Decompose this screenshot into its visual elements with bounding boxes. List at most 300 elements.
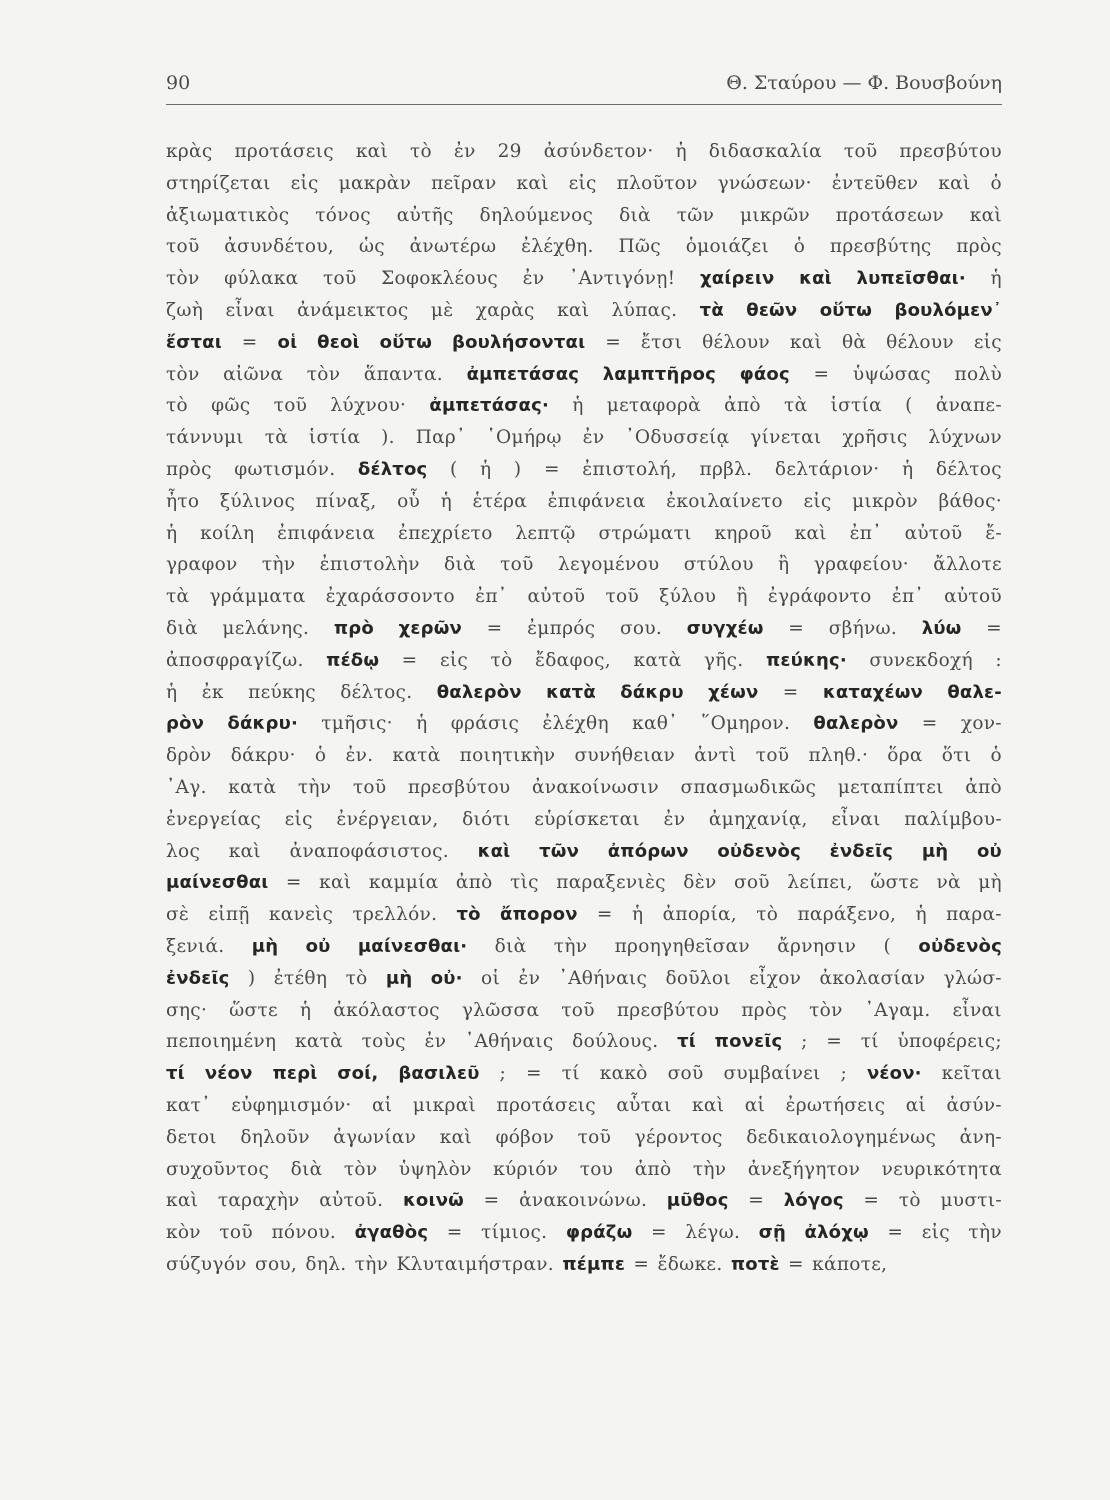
- word: ;: [801, 1031, 808, 1053]
- word: ἀνακοίνωσιν: [531, 776, 659, 798]
- word: καὶ: [439, 1126, 472, 1148]
- word: ἐπ᾿: [475, 586, 508, 608]
- word: =: [887, 1222, 904, 1244]
- lemma-term: νέον·: [866, 1063, 922, 1085]
- word: τοῦ: [219, 1222, 253, 1244]
- word: διδασκαλία: [708, 141, 822, 162]
- word: κὸν: [166, 1222, 201, 1244]
- text-line: [166, 327, 1002, 359]
- word: (: [449, 458, 458, 480]
- word: ἐπεχρίετο: [397, 522, 493, 544]
- word: προτάσεων: [835, 204, 944, 226]
- text-line: [166, 613, 1002, 645]
- word: =: [921, 713, 938, 735]
- lemma-term: χερῶν: [398, 617, 462, 639]
- lemma-term: οὐ: [976, 840, 1002, 862]
- lemma-term: κατὰ: [546, 681, 596, 703]
- lemma-term: καὶ: [477, 840, 511, 862]
- word: ἀντὶ: [694, 745, 737, 767]
- word: τῶν: [676, 204, 715, 226]
- word: τὸ: [490, 649, 513, 671]
- word: ὁμοιάζει: [685, 236, 769, 258]
- lemma-term: φράζω: [565, 1222, 633, 1244]
- word: εἰπῇ: [208, 904, 250, 926]
- word: δοῦλοι: [665, 967, 731, 989]
- lemma-term: οὕτω: [379, 331, 433, 353]
- word: τοῦ: [166, 236, 200, 258]
- word: του: [579, 1158, 614, 1180]
- lemma-term: οὐ: [305, 935, 331, 957]
- word: =: [651, 1222, 667, 1244]
- text-line: [166, 931, 1002, 963]
- word: δετοι: [166, 1126, 217, 1148]
- word: ): [513, 458, 522, 480]
- word: διὰ: [444, 554, 476, 576]
- lemma-term: θεῶν: [746, 299, 798, 321]
- word: =: [486, 617, 503, 639]
- word: σβήνω.: [828, 617, 898, 639]
- page-header: [166, 72, 1002, 104]
- word: ἡ: [440, 490, 452, 512]
- lemma-term: μὴ: [921, 840, 949, 862]
- word: εἰς: [290, 172, 319, 194]
- lemma-term: πεύκης·: [765, 649, 847, 671]
- word: κατὰ: [228, 776, 277, 798]
- word: τοῦ: [561, 999, 595, 1021]
- word: σοῦ: [667, 1063, 704, 1085]
- word: ὥστε: [870, 872, 920, 894]
- word: καὶ: [969, 204, 1002, 226]
- word: μεταπίπτει: [837, 776, 944, 798]
- lemma-term: θαλε-: [947, 681, 1002, 703]
- word: κηροῦ: [714, 522, 772, 544]
- word: πίναξ,: [315, 490, 377, 512]
- lemma-term: τί: [166, 1063, 185, 1085]
- word: τὴν: [692, 1158, 727, 1180]
- word: δέλτος: [935, 458, 1002, 480]
- word: σου,: [255, 1253, 298, 1275]
- word: τρελλόν.: [352, 904, 438, 926]
- word: εἰς: [921, 1222, 950, 1244]
- word: ἀπορία,: [662, 904, 737, 926]
- lemma-term: θαλερὸν: [813, 713, 899, 735]
- word: δηλ.: [305, 1253, 347, 1275]
- word: τὸ: [345, 967, 368, 989]
- text-line: [166, 231, 1002, 263]
- word: =: [826, 1031, 843, 1053]
- word: ἀνακοινώνω.: [519, 1190, 648, 1212]
- word: εἶχον: [749, 967, 802, 989]
- word: ἀνάμεικτος: [297, 299, 409, 321]
- word: ὅρα: [887, 745, 923, 767]
- word: πεύκης: [248, 681, 316, 703]
- word: λεγομένου: [557, 554, 660, 576]
- word: ἀναπε-: [935, 395, 1002, 417]
- text-line: [166, 390, 1002, 422]
- word: εἰς: [439, 649, 469, 671]
- word: ᾿Αγ.: [166, 776, 207, 798]
- word: ἐλέχθη.: [521, 236, 594, 258]
- word: βάθος·: [938, 490, 1002, 512]
- word: εἶναι: [831, 808, 881, 830]
- word: ὑψώσας: [852, 363, 931, 385]
- word: ἐκοιλαίνετο: [666, 490, 783, 512]
- word: ἀπὸ: [455, 872, 493, 894]
- lemma-term: σῇ: [758, 1222, 786, 1244]
- word: =: [241, 331, 258, 353]
- word: διὰ: [166, 617, 198, 639]
- text-line: [166, 200, 1002, 232]
- lemma-term: ἀπόρων: [607, 840, 689, 862]
- running-head: Θ. Σταύρου — Φ. Βουσβούνη: [726, 72, 1002, 94]
- word: τμῆσις·: [321, 713, 393, 735]
- word: =: [525, 1063, 542, 1085]
- text-line: [166, 740, 1002, 772]
- text-line: [166, 1185, 1002, 1217]
- word: καὶ: [319, 872, 352, 894]
- word: ἀκόλαστος: [333, 999, 440, 1021]
- word: ;: [840, 1063, 848, 1085]
- word: ἅπαντα.: [363, 363, 443, 385]
- word: γλώσ-: [943, 967, 1002, 989]
- word: τὸν: [166, 268, 200, 290]
- word: λείπει,: [787, 872, 853, 894]
- word: καὶ: [557, 299, 590, 321]
- lemma-term: ἄπορον: [500, 904, 578, 926]
- word: ὑποφέρεις;: [897, 1031, 1002, 1053]
- word: ἔ-: [985, 522, 1002, 544]
- text-line: [166, 1217, 1002, 1249]
- word: παράξενο,: [797, 904, 897, 926]
- word: =: [748, 1190, 765, 1212]
- word: μυστι-: [940, 1190, 1002, 1212]
- word: ἡ: [166, 681, 178, 703]
- word: μὲ: [430, 299, 454, 321]
- word: πρεσβύτης: [829, 236, 932, 258]
- word: ἡ: [479, 458, 492, 480]
- word: μεταφορὰ: [606, 395, 701, 417]
- word: γραφείου·: [813, 554, 909, 576]
- word: πόνου.: [271, 1222, 337, 1244]
- word: =: [788, 1253, 804, 1275]
- word: ἀσυνδέτου,: [224, 236, 335, 258]
- lemma-term: ἀλόχῳ: [804, 1222, 869, 1244]
- lemma-term: μῦθος: [666, 1190, 729, 1212]
- lemma-term: δέλτος: [357, 458, 428, 480]
- word: ἐπιφάνεια: [277, 522, 376, 544]
- word: ἐπ᾿: [891, 586, 924, 608]
- word: τὴν: [261, 554, 296, 576]
- word: σοῦ: [733, 872, 770, 894]
- word: ἐν.: [345, 745, 374, 767]
- word: τὸ: [166, 395, 188, 417]
- word: οὗ: [397, 490, 421, 512]
- word: ἐντεῦθεν: [831, 172, 919, 194]
- lemma-term: λόγος: [783, 1190, 844, 1212]
- lemma-term: θαλερὸν: [436, 681, 522, 703]
- text-line: [166, 995, 1002, 1027]
- lemma-term: νέον: [204, 1063, 253, 1085]
- word: ξύλινος: [219, 490, 296, 512]
- word: ἀνωτέρω: [409, 236, 497, 258]
- word: τοῦ: [352, 776, 387, 798]
- word: ἐπ᾿: [849, 522, 882, 544]
- word: ἱστία: [308, 427, 361, 449]
- word: ἡ: [166, 522, 178, 544]
- word: κύριόν: [493, 1158, 559, 1180]
- lemma-term: βασιλεῦ: [398, 1063, 480, 1085]
- word: ἡ: [901, 458, 914, 480]
- word: προτάσεις: [496, 1094, 596, 1116]
- word: ἐκ: [201, 681, 224, 703]
- word: αὐτοῦ: [944, 586, 1002, 608]
- word: =: [986, 617, 1002, 639]
- word: δηλούμενος: [479, 204, 594, 226]
- word: ὁ: [314, 745, 327, 767]
- word: διὰ: [290, 1158, 323, 1180]
- word: δελτάριον·: [774, 458, 880, 480]
- word: εἰς: [803, 490, 832, 512]
- word: αἱ: [372, 1094, 393, 1116]
- word: =: [782, 681, 799, 703]
- word: λύπας.: [611, 299, 678, 321]
- word: συμβαίνει: [723, 1063, 821, 1085]
- word: τί: [860, 1031, 879, 1053]
- word: εἶναι: [225, 299, 275, 321]
- word: ἐν: [663, 808, 686, 830]
- word: οἱ: [481, 967, 501, 989]
- word: ἡ: [299, 999, 312, 1021]
- word: στηρίζεται: [166, 172, 271, 194]
- word: ἐλέχθη: [542, 713, 609, 735]
- lemma-term: χέων: [708, 681, 759, 703]
- word: θέλουν: [702, 331, 770, 353]
- word: τὸν: [166, 363, 200, 385]
- word: κατὰ: [633, 649, 682, 671]
- word: ἡ: [416, 713, 428, 735]
- word: ἄρνησιν: [777, 935, 857, 957]
- page-number: 90: [166, 72, 191, 94]
- word: καὶ: [938, 172, 971, 194]
- word: διότι: [462, 808, 511, 830]
- word: =: [483, 1190, 500, 1212]
- text-line: [166, 804, 1002, 836]
- word: δρὸν: [166, 745, 212, 767]
- word: ξύλου: [659, 586, 717, 608]
- word: ποιητικὴν: [459, 745, 556, 767]
- word: κοίλη: [200, 522, 255, 544]
- lemma-term: μὴ: [251, 935, 279, 957]
- word: ἐχαράσσοντο: [325, 586, 455, 608]
- word: συχοῦντος: [166, 1158, 270, 1180]
- word: (: [905, 395, 913, 417]
- word: δούλους.: [572, 1031, 659, 1053]
- word: ξενιά.: [166, 935, 225, 957]
- word: ὥστε: [229, 999, 278, 1021]
- word: ἐνεργείας: [166, 808, 262, 830]
- lemma-term: θεοὶ: [317, 331, 360, 353]
- word: ᾿Αντιγόνῃ!: [569, 268, 676, 290]
- word: ἀγωνίαν: [333, 1126, 417, 1148]
- word: καμμία: [368, 872, 439, 894]
- word: =: [813, 363, 830, 385]
- lemma-term: δάκρυ: [620, 681, 684, 703]
- word: σύζυγόν: [166, 1253, 247, 1275]
- word: ἔδαφος,: [534, 649, 611, 671]
- lemma-term: τὰ: [699, 299, 724, 321]
- lemma-term: ποτὲ: [730, 1253, 780, 1275]
- word: ὁ: [990, 745, 1002, 767]
- word: λέγω.: [685, 1222, 741, 1244]
- word: =: [863, 1190, 880, 1212]
- word: ἢ: [736, 586, 748, 608]
- word: τὴν: [354, 1253, 389, 1275]
- lemma-term: ἀγαθὸς: [354, 1222, 429, 1244]
- lemma-term: περὶ: [272, 1063, 318, 1085]
- word: τὴν: [553, 935, 588, 957]
- word: φωτισμόν.: [234, 458, 336, 480]
- word: σου.: [619, 617, 663, 639]
- word: Κλυταιμήστραν.: [396, 1253, 554, 1275]
- word: ἐγράφοντο: [767, 586, 872, 608]
- lemma-term: οὐδενὸς: [717, 840, 801, 862]
- lemma-term: βουλήσονται: [452, 331, 586, 353]
- text-line: [166, 168, 1002, 200]
- word: τὰ: [784, 395, 808, 417]
- word: ).: [381, 427, 395, 449]
- lemma-term: μαίνεσθαι·: [357, 935, 468, 957]
- word: αὐτῆς: [396, 204, 454, 226]
- word: καὶ: [789, 331, 823, 353]
- lemma-term: σοί,: [337, 1063, 379, 1085]
- word: ἡ: [675, 141, 687, 162]
- lemma-term: βουλόμεν᾿: [894, 299, 1002, 321]
- word: διὰ: [619, 204, 651, 226]
- word: εἰς: [284, 808, 313, 830]
- word: ἐπιφάνεια: [547, 490, 646, 512]
- word: τοῦ: [500, 554, 534, 576]
- text-line: [166, 518, 1002, 550]
- word: κανεὶς: [268, 904, 334, 926]
- word: τοὺς: [361, 1031, 406, 1053]
- lemma-term: πρὸ: [333, 617, 374, 639]
- word: αἱ: [905, 1094, 927, 1116]
- word: φράσις: [450, 713, 520, 735]
- lemma-term: φάος: [739, 363, 790, 385]
- text-line: [166, 677, 1002, 709]
- word: μελάνης.: [222, 617, 310, 639]
- word: τὶς: [510, 872, 539, 894]
- word: ἐρωτήσεις: [785, 1094, 886, 1116]
- text-line: [166, 136, 1002, 168]
- word: Παρ᾿: [415, 427, 466, 449]
- word: τὸ: [898, 1190, 921, 1212]
- text-line: [166, 1122, 1002, 1154]
- header-rule: [166, 104, 1002, 105]
- word: γραφον: [166, 554, 238, 576]
- lemma-term: οἱ: [277, 331, 298, 353]
- lemma-term: δάκρυ·: [227, 713, 298, 735]
- word: κατὰ: [294, 1031, 343, 1053]
- word: εὑρίσκεται: [534, 808, 640, 830]
- word: πρεσβύτου: [407, 776, 511, 798]
- word: δὲν: [683, 872, 717, 894]
- lemma-term: πέμπε: [562, 1253, 626, 1275]
- word: σης·: [166, 999, 208, 1021]
- word: δάκρυ·: [230, 745, 296, 767]
- word: αὐτοῦ.: [319, 1190, 384, 1212]
- word: ᾿Αθήναις: [464, 1031, 554, 1053]
- word: καὶ: [692, 1094, 725, 1116]
- word: ἐν: [582, 427, 605, 449]
- word: τοῦ: [577, 1126, 612, 1148]
- word: ἀπὸ: [724, 395, 761, 417]
- word: αὐτοῦ: [527, 586, 586, 608]
- word: ἱστία: [830, 395, 882, 417]
- word: ;: [499, 1063, 507, 1085]
- word: γέροντος: [634, 1126, 723, 1148]
- word: καὶ: [355, 141, 389, 162]
- word: ἡ: [631, 904, 644, 926]
- word: φῶς: [211, 395, 251, 417]
- word: ἡ: [915, 904, 927, 926]
- lemma-term: τί: [677, 1031, 696, 1053]
- word: ἐν: [453, 141, 476, 162]
- word: κρὰς: [166, 141, 213, 162]
- text-line: [166, 772, 1002, 804]
- text-line: [166, 836, 1002, 868]
- word: πρὸς: [741, 999, 788, 1021]
- word: =: [605, 331, 622, 353]
- text-line: [166, 263, 1002, 295]
- word: τὴν: [968, 1222, 1002, 1244]
- word: (: [883, 935, 892, 957]
- word: =: [633, 1253, 650, 1275]
- word: τοῦ: [755, 745, 790, 767]
- word: ἀπὸ: [965, 776, 1002, 798]
- text-line: [166, 581, 1002, 613]
- word: φόβον: [495, 1126, 555, 1148]
- word: συνήθειαν: [574, 745, 676, 767]
- word: διὰ: [494, 935, 527, 957]
- word: εἶναι: [952, 999, 1002, 1021]
- word: κατ᾿: [166, 1094, 211, 1116]
- word: στρώματι: [598, 522, 692, 544]
- word: ᾿Οδυσσείᾳ: [625, 427, 730, 449]
- word: χον-: [960, 713, 1002, 735]
- word: στύλου: [683, 554, 754, 576]
- word: χρῆσις: [842, 427, 908, 449]
- word: γῆς.: [703, 649, 744, 671]
- word: καὶ: [228, 840, 261, 862]
- word: ἐτέθη: [273, 967, 328, 989]
- word: ἐπιστολὴν: [319, 554, 420, 576]
- lemma-term: ἔσται: [166, 331, 222, 353]
- word: ταραχὴν: [217, 1190, 300, 1212]
- word: προηγηθεῖσαν: [614, 935, 750, 957]
- word: ὑψηλὸν: [398, 1158, 472, 1180]
- word: τίμιος.: [481, 1222, 548, 1244]
- word: χαρὰς: [475, 299, 535, 321]
- word: ἀναποφάσιστος.: [289, 840, 449, 862]
- word: πλοῦτον: [616, 172, 698, 194]
- word: καθ᾿: [632, 713, 678, 735]
- word: ὁ: [990, 172, 1002, 194]
- lemma-term: οὐδενὸς: [918, 935, 1002, 957]
- word: καὶ: [516, 172, 549, 194]
- word: πρβλ.: [699, 458, 753, 480]
- word: λύχνων: [928, 427, 1002, 449]
